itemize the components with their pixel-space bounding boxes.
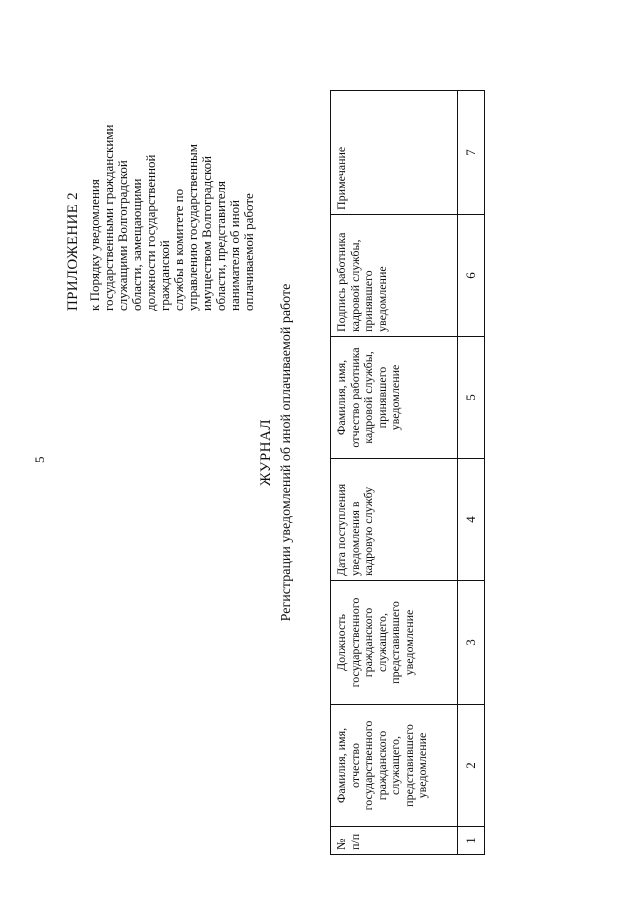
journal-title: ЖУРНАЛ xyxy=(258,418,274,487)
header-cell-hr-name: Фамилия, имя, отчество работника кадровой службы, принявшего уведомление xyxy=(331,337,458,459)
header-cell-employee-name: Фамилия, имя, отчество государственного гражданского служащего, представившего уведомление xyxy=(331,705,458,827)
page-number: 5 xyxy=(32,456,47,463)
appendix-text: к Порядку уведомления государственными гражданскими служащими Волгоградской области, замещающими должности государственной гражданской службы в комитете по управлению государственным имуществом Волгоградской области, представителя нанимателя об иной оплачиваемой работе xyxy=(87,124,256,311)
number-cell: 6 xyxy=(458,215,485,337)
header-cell-receipt-date: Дата поступления уведомления в кадровую службу xyxy=(331,459,458,581)
number-cell: 4 xyxy=(458,459,485,581)
journal-table xyxy=(330,90,485,855)
number-cell: 7 xyxy=(458,91,485,215)
header-cell-employee-position: Должность государственного гражданского служащего, представившего уведомление xyxy=(331,581,458,705)
number-cell: 2 xyxy=(458,705,485,827)
number-cell: 5 xyxy=(458,337,485,459)
appendix-title: ПРИЛОЖЕНИЕ 2 xyxy=(65,192,81,311)
header-cell-number: № п/п xyxy=(331,827,458,855)
table-header-row xyxy=(331,91,458,855)
number-cell: 1 xyxy=(458,827,485,855)
table-number-row xyxy=(458,91,485,855)
header-cell-hr-signature: Подпись работника кадровой службы, принявшего уведомление xyxy=(331,215,458,337)
number-cell: 3 xyxy=(458,581,485,705)
header-cell-note: Примечание xyxy=(331,91,458,215)
journal-subtitle: Регистрации уведомлений об иной оплачиваемой работе xyxy=(279,283,294,622)
